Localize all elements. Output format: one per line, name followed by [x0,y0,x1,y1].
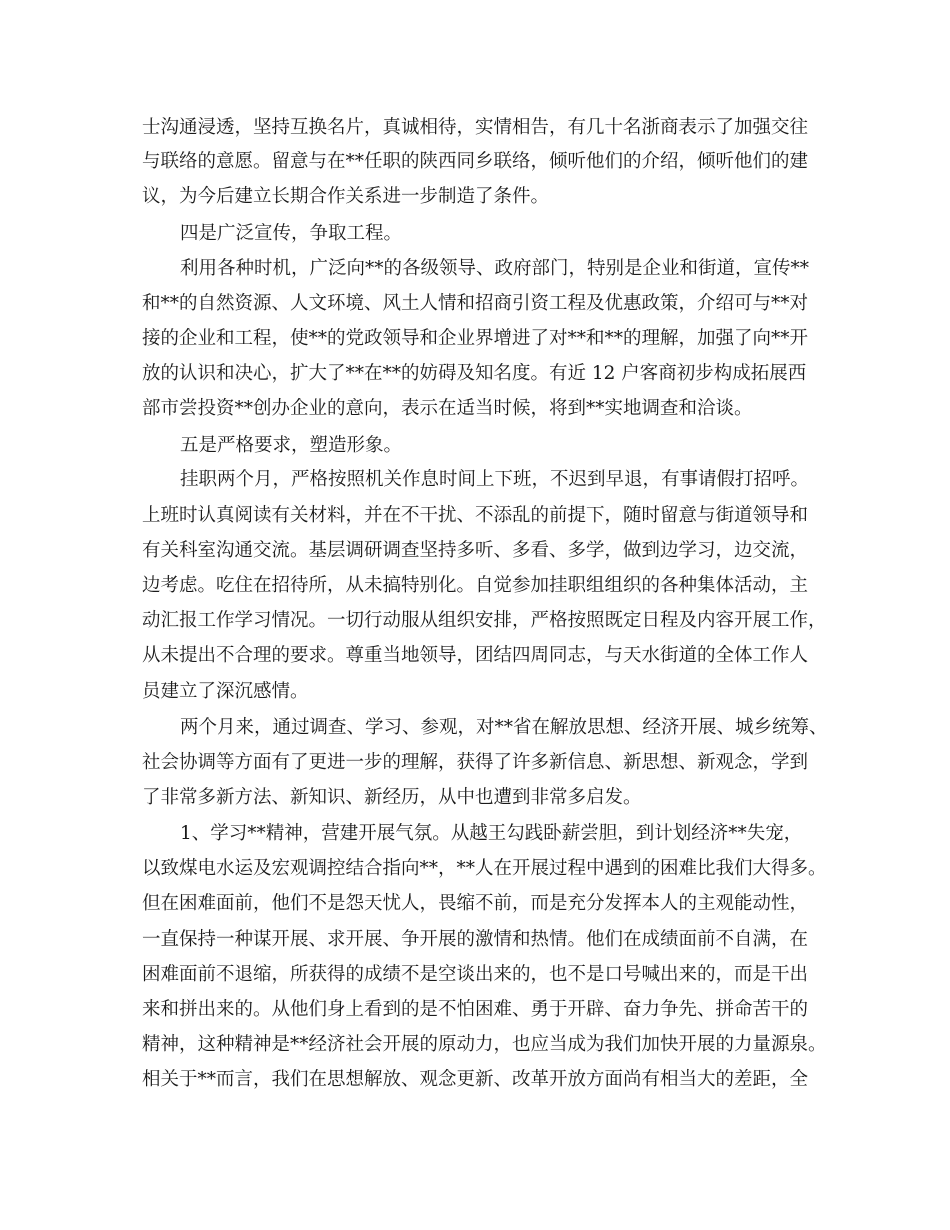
text-line: 放的认识和决心，扩大了**在**的妨碍及知名度。有近 12 户客商初步构成拓展西 [142,363,807,384]
text-line: 议，为今后建立长期合作关系进一步制造了条件。 [142,186,550,207]
text-line: 以致煤电水运及宏观调控结合指向**，**人在开展过程中遇到的困难比我们大得多。 [142,858,827,879]
text-line: 了非常多新方法、新知识、新经历，从中也遭到非常多启发。 [142,787,642,808]
text-line: 接的企业和工程，使**的党政领导和企业界增进了对**和**的理解，加强了向**开 [142,328,809,349]
text-line: 困难面前不退缩，所获得的成绩不是空谈出来的，也不是口号喊出来的，而是干出 [142,964,809,985]
section-heading: 五是严格要求，塑造形象。 [180,435,403,456]
text-line: 有关科室沟通交流。基层调研调查坚持多听、多看、多学，做到边学习，边交流， [142,540,809,561]
text-line: 从未提出不合理的要求。尊重当地领导，团结四周同志，与天水街道的全体工作人 [142,645,809,666]
text-line: 挂职两个月，严格按照机关作息时间上下班，不迟到早退，有事请假打招呼。 [180,469,810,490]
text-line: 员建立了深沉感情。 [142,681,309,702]
text-line: 精神，这种精神是**经济社会开展的原动力，也应当成为我们加快开展的力量源泉。 [142,1034,827,1055]
text-line: 上班时认真阅读有关材料，并在不干扰、不添乱的前提下，随时留意与街道领导和 [142,505,809,526]
text-line: 士沟通浸透，坚持互换名片，真诚相待，实情相告，有几十名浙商表示了加强交往 [142,117,809,138]
text-line: 动汇报工作学习情况。一切行动服从组织安排，严格按照既定日程及内容开展工作， [142,610,827,631]
text-line: 两个月来，通过调查、学习、参观，对**省在解放思想、经济开展、城乡统筹、 [180,717,828,738]
text-line: 和**的自然资源、人文环境、风土人情和招商引资工程及优惠政策，介绍可与**对 [142,293,809,314]
text-line: 部市尝投资**创办企业的意向，表示在适当时候，将到**实地调查和洽谈。 [142,398,753,419]
text-line: 1、学习**精神，营建开展气氛。从越王勾践卧薪尝胆，到计划经济**失宠， [180,823,803,844]
text-line: 来和拼出来的。从他们身上看到的是不怕困难、勇于开辟、奋力争先、拼命苦干的 [142,999,809,1020]
text-line: 一直保持一种谋开展、求开展、争开展的激情和热情。他们在成绩面前不自满，在 [142,929,809,950]
text-line: 与联络的意愿。留意与在**任职的陕西同乡联络，倾听他们的介绍，倾听他们的建 [142,151,809,172]
text-line: 但在困难面前，他们不是怨天忧人，畏缩不前，而是充分发挥本人的主观能动性， [142,893,809,914]
text-line: 利用各种时机，广泛向**的各级领导、政府部门，特别是企业和街道，宣传** [180,258,810,279]
section-heading: 四是广泛宣传，争取工程。 [180,223,403,244]
text-line: 边考虑。吃住在招待所，从未搞特别化。自觉参加挂职组组织的各种集体活动，主 [142,575,809,596]
text-line: 社会协调等方面有了更进一步的理解，获得了许多新信息、新思想、新观念，学到 [142,752,809,773]
text-line: 相关于**而言，我们在思想解放、观念更新、改革开放方面尚有相当大的差距，全 [142,1069,809,1090]
